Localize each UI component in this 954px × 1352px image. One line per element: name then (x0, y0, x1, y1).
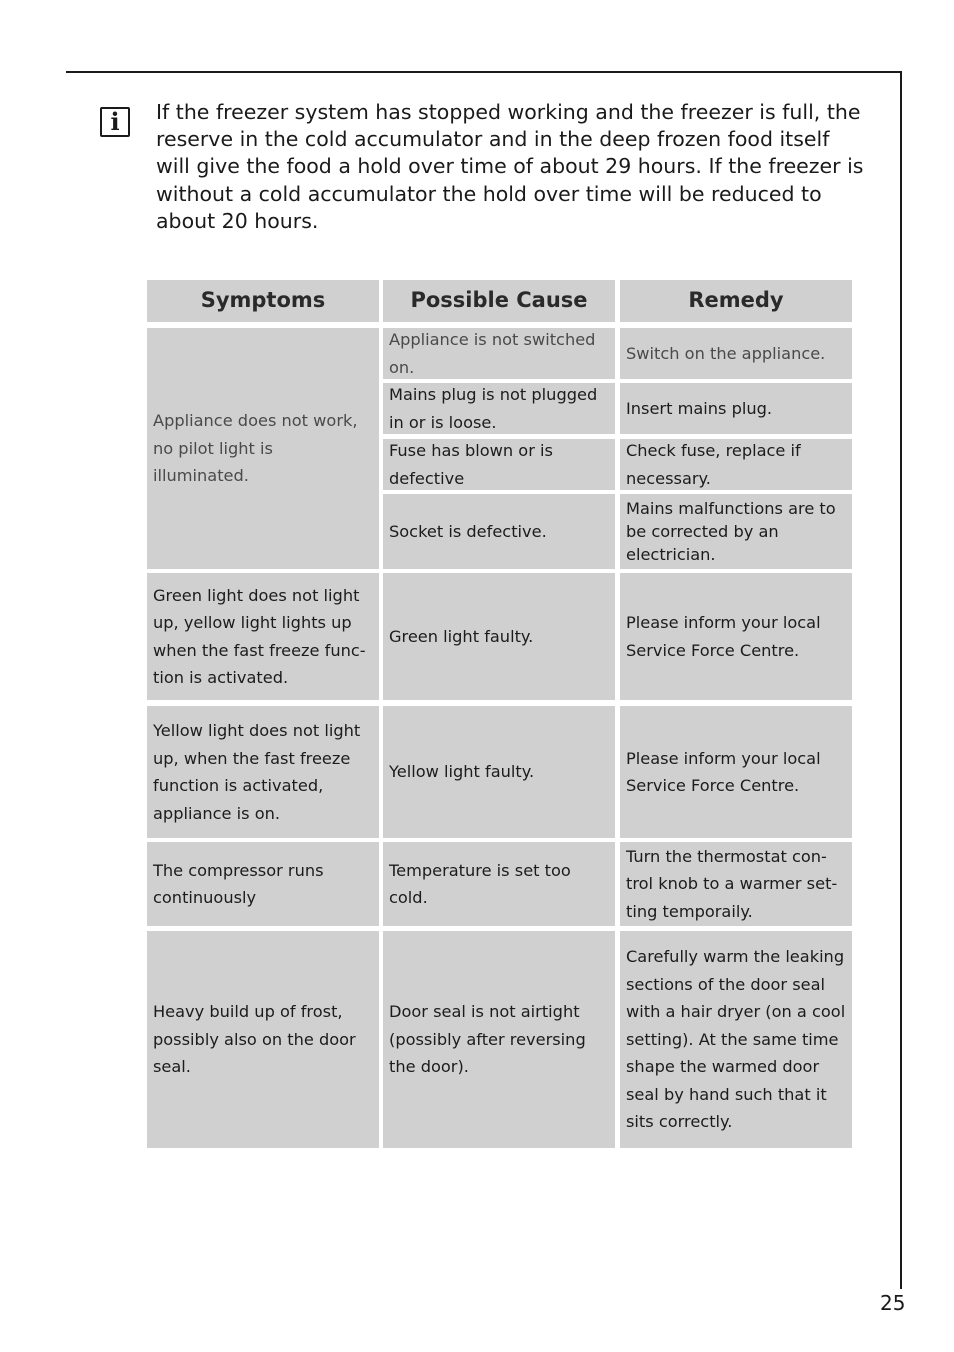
cause-cell: Temperature is set too cold. (383, 842, 615, 926)
remedy-cell: Turn the thermostat con- trol knob to a warmer set- ting temporaily. (620, 842, 852, 926)
symptom-cell: Appliance does not work, no pilot light is illuminated. (147, 328, 379, 569)
remedy-cell: Switch on the appliance. (620, 328, 852, 379)
remedy-cell: Mains malfunctions are to be corrected by an electrician. (620, 494, 852, 569)
remedy-cell: Please inform your local Service Force Centre. (620, 706, 852, 838)
symptom-cell: The compressor runs continuously (147, 842, 379, 926)
remedy-cell: Insert mains plug. (620, 383, 852, 434)
cause-cell: Appliance is not switched on. (383, 328, 615, 379)
header-possible-cause: Possible Cause (383, 280, 615, 322)
cause-cell: Mains plug is not plugged in or is loose. (383, 383, 615, 434)
symptom-cell: Heavy build up of frost, possibly also on the door seal. (147, 931, 379, 1148)
cause-cell: Yellow light faulty. (383, 706, 615, 838)
header-symptoms: Symptoms (147, 280, 379, 322)
remedy-cell: Check fuse, replace if necessary. (620, 439, 852, 490)
cause-cell: Fuse has blown or is defective (383, 439, 615, 490)
cause-cell: Socket is defective. (383, 494, 615, 569)
page-number: 25 (880, 1291, 906, 1315)
top-rule (66, 71, 902, 73)
right-rule (900, 71, 902, 1289)
intro-paragraph: If the freezer system has stopped working and the freezer is full, the reserve in the cold accumulator and in the deep frozen food itself will give the food a hold over time of about 29 hours. If the freezer is without a cold accumulator the hold over time will be reduced to about 20 hours. (156, 100, 864, 233)
symptom-cell: Yellow light does not light up, when the fast freeze function is activated, appliance is on. (147, 706, 379, 838)
remedy-cell: Carefully warm the leaking sections of the door seal with a hair dryer (on a cool setting). At the same time shape the warmed door seal by hand such that it sits correctly. (620, 931, 852, 1148)
info-icon: i (100, 107, 130, 137)
header-remedy: Remedy (620, 280, 852, 322)
symptom-cell: Green light does not light up, yellow light lights up when the fast freeze func- tion is activated. (147, 573, 379, 700)
cause-cell: Green light faulty. (383, 573, 615, 700)
remedy-cell: Please inform your local Service Force Centre. (620, 573, 852, 700)
cause-cell: Door seal is not airtight (possibly after reversing the door). (383, 931, 615, 1148)
